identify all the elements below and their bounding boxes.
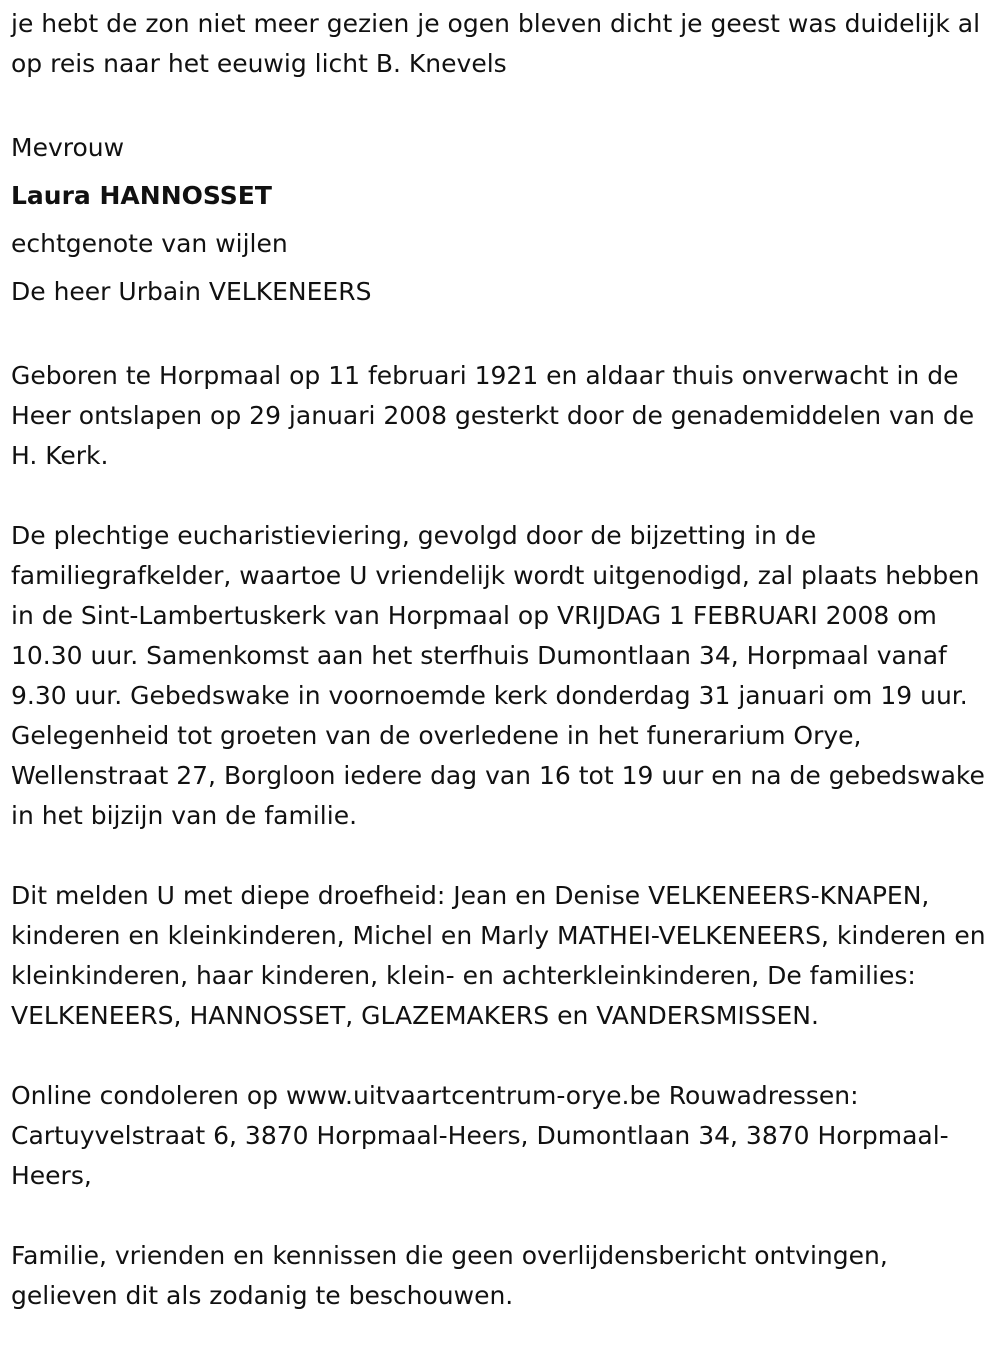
spacer (11, 1196, 993, 1236)
relation-line: echtgenote van wijlen (11, 229, 288, 258)
opening-quote: je hebt de zon niet meer gezien je ogen bleven dicht je geest was duidelijk al op reis naar het eeuwig licht B. Knevels (11, 9, 981, 78)
deceased-block (11, 124, 993, 316)
honorific: Mevrouw (11, 133, 125, 162)
obituary-document (11, 4, 993, 1316)
spacer (11, 84, 993, 124)
spacer (11, 836, 993, 876)
spacer (11, 1036, 993, 1076)
closing-paragraph: Familie, vrienden en kennissen die geen overlijdensbericht ontvingen, gelieven dit als zodanig te beschouwen. (11, 1241, 888, 1310)
spacer (11, 476, 993, 516)
ceremony-paragraph: De plechtige eucharistieviering, gevolgd door de bijzetting in de familiegrafkelder, waartoe U vriendelijk wordt uitgenodigd, zal plaats hebben in de Sint-Lambertuskerk van Horpmaal op VRIJDAG 1 FEBRUARI 2008 om 10.30 uur. Samenkomst aan het sterfhuis Dumontlaan 34, Horpmaal vanaf 9.30 uur. Gebedswake in voornoemde kerk donderdag 31 januari om 19 uur. Gelegenheid tot groeten van de overledene in het funerarium Orye, Wellenstraat 27, Borgloon iedere dag van 16 tot 19 uur en na de gebedswake in het bijzijn van de familie. (11, 521, 985, 830)
spacer (11, 316, 993, 356)
family-paragraph: Dit melden U met diepe droefheid: Jean en Denise VELKENEERS-KNAPEN, kinderen en kleinkinderen, Michel en Marly MATHEI-VELKENEERS, kinderen en kleinkinderen, haar kinderen, klein- en achterkleinkinderen, De families: VELKENEERS, HANNOSSET, GLAZEMAKERS en VANDERSMISSEN. (11, 881, 986, 1030)
condolences-paragraph: Online condoleren op www.uitvaartcentrum-orye.be Rouwadressen: Cartuyvelstraat 6, 3870 Horpmaal-Heers, Dumontlaan 34, 3870 Horpmaal-Heers, (11, 1081, 949, 1190)
deceased-name: Laura HANNOSSET (11, 181, 272, 210)
birth-death-paragraph: Geboren te Horpmaal op 11 februari 1921 en aldaar thuis onverwacht in de Heer ontslapen op 29 januari 2008 gesterkt door de genademiddelen van de H. Kerk. (11, 361, 975, 470)
spouse-name: De heer Urbain VELKENEERS (11, 277, 372, 306)
